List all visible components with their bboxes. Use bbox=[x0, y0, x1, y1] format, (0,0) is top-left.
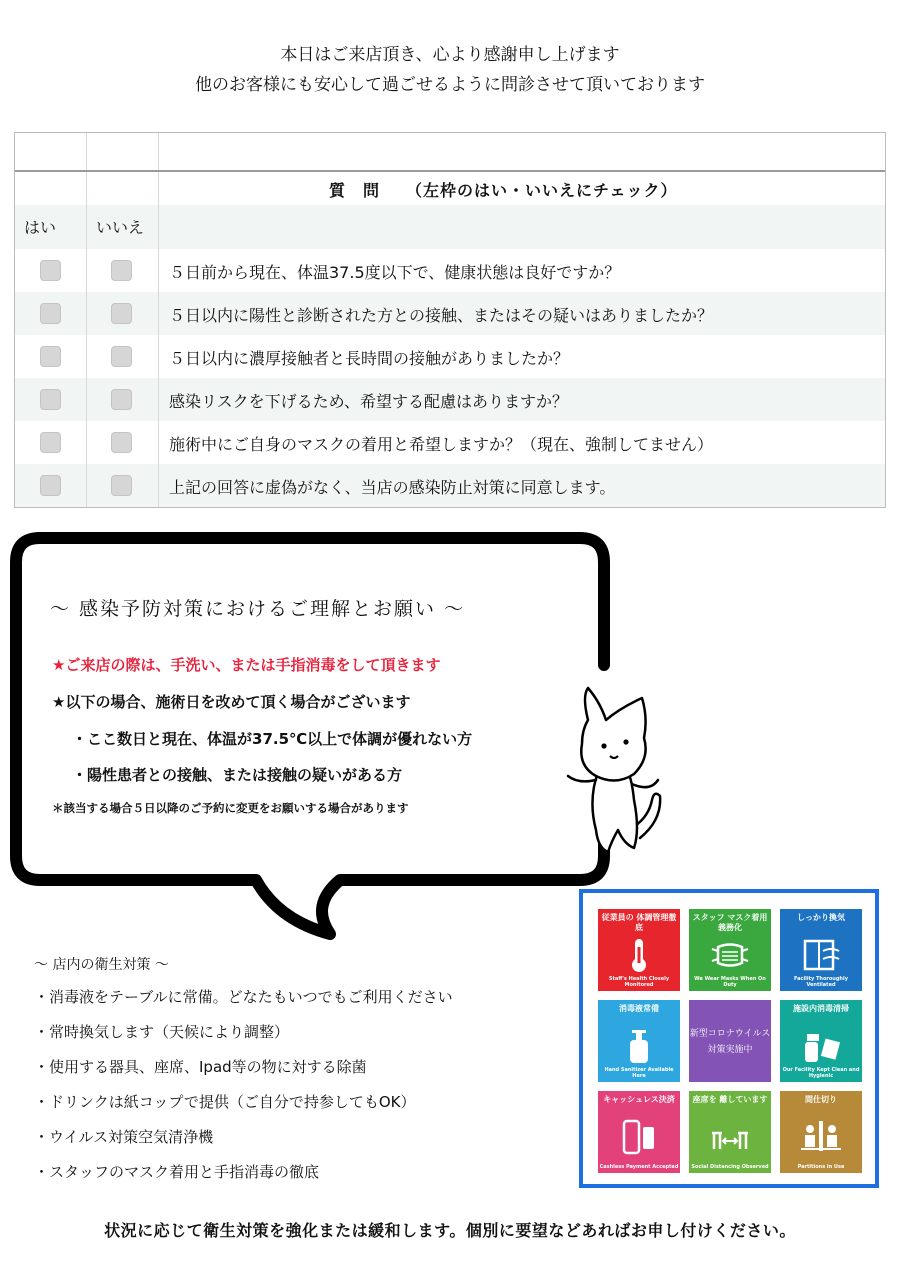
yes-checkbox[interactable] bbox=[40, 303, 61, 324]
tile-caption: Social Distancing Observed bbox=[691, 1164, 769, 1170]
tile-caption: We Wear Masks When On Duty bbox=[694, 976, 766, 988]
window-icon bbox=[801, 937, 841, 973]
yes-checkbox[interactable] bbox=[40, 260, 61, 281]
yes-checkbox[interactable] bbox=[40, 475, 61, 496]
notice-reschedule: ★以下の場合、施術日を改めて頂く場合がございます bbox=[52, 693, 411, 711]
tile-caption: Facility Thoroughly Ventilated bbox=[794, 976, 848, 988]
yes-checkbox[interactable] bbox=[40, 389, 61, 410]
tile-title: しっかり換気 bbox=[797, 913, 845, 922]
hygiene-list bbox=[34, 982, 453, 1192]
tile-cashless bbox=[598, 1091, 680, 1173]
tile-title: 消毒液常備 bbox=[619, 1004, 659, 1013]
list-item: ・使用する器具、座席、Ipad等の物に対する除菌 bbox=[34, 1058, 367, 1076]
sanitizer-icon bbox=[619, 1028, 659, 1064]
tile-title: スタッフ マスク着用義務化 bbox=[692, 913, 768, 932]
question-text: 上記の回答に虚偽がなく、当店の感染防止対策に同意します。 bbox=[169, 478, 616, 497]
tile-caption: Cashless Payment Accepted bbox=[599, 1164, 679, 1170]
covid-measures-poster bbox=[579, 889, 879, 1188]
no-column-label: いいえ bbox=[96, 218, 145, 237]
question-text: ５日以内に濃厚接触者と長時間の接触がありましたか？ bbox=[169, 349, 570, 368]
table-header-title bbox=[15, 172, 885, 205]
list-item: ・スタッフのマスク着用と手指消毒の徹底 bbox=[34, 1163, 320, 1181]
tile-distancing bbox=[689, 1091, 771, 1173]
no-checkbox[interactable] bbox=[111, 432, 132, 453]
card-icon bbox=[619, 1119, 659, 1155]
distance-icon bbox=[710, 1119, 750, 1155]
table-header-blank bbox=[15, 133, 885, 172]
list-item: ・ウイルス対策空気清浄機 bbox=[34, 1128, 214, 1146]
question-text: 施術中にご自身のマスクの着用と希望しますか？（現在、強制してません） bbox=[169, 435, 714, 454]
table-row bbox=[15, 249, 885, 292]
tile-title: 施設内消毒清掃 bbox=[793, 1004, 849, 1013]
footer-note: 状況に応じて衛生対策を強化または緩和します。個別に要望などあればお申し付けください。 bbox=[104, 1221, 796, 1240]
list-item: ・常時換気します（天候により調整） bbox=[34, 1023, 290, 1041]
questionnaire-table bbox=[14, 132, 886, 508]
tile-title: 従業員の 体調管理徹底 bbox=[601, 913, 677, 932]
table-row bbox=[15, 335, 885, 378]
spray-icon bbox=[801, 1028, 841, 1064]
intro bbox=[0, 40, 900, 100]
tile-masks bbox=[689, 909, 771, 991]
yes-column-label: はい bbox=[24, 218, 57, 237]
table-row bbox=[15, 464, 885, 507]
tile-caption: Partitions in Use bbox=[797, 1164, 845, 1170]
table-row bbox=[15, 421, 885, 464]
tile-sanitizer bbox=[598, 1000, 680, 1082]
tile-title: 新型コロナウイルス 対策実施中 bbox=[689, 1029, 771, 1055]
table-row bbox=[15, 292, 885, 335]
table-header-labels bbox=[15, 205, 885, 249]
tile-partitions bbox=[780, 1091, 862, 1173]
question-text: 感染リスクを下げるため、希望する配慮はありますか？ bbox=[169, 392, 569, 411]
notice-footnote: ＊該当する場合５日以降のご予約に変更をお願いする場合があります bbox=[52, 801, 409, 815]
tile-title: キャッシュレス決済 bbox=[603, 1095, 675, 1104]
tile-title: 座席を 離しています bbox=[692, 1095, 768, 1104]
list-item: ・ドリンクは紙コップで提供（ご自分で持参してもOK） bbox=[34, 1093, 416, 1111]
question-text: ５日前から現在、体温37.5度以下で、健康状態は良好ですか？ bbox=[169, 263, 621, 282]
no-checkbox[interactable] bbox=[111, 260, 132, 281]
intro-line-1: 本日はご来店頂き、心より感謝申し上げます bbox=[280, 45, 620, 65]
mask-icon bbox=[710, 937, 750, 973]
notice-title: ～ 感染予防対策におけるご理解とお願い ～ bbox=[50, 598, 466, 620]
table-row bbox=[15, 378, 885, 421]
yes-checkbox[interactable] bbox=[40, 432, 61, 453]
tile-title: 間仕切り bbox=[805, 1095, 837, 1104]
questionnaire-title: 質 問 （左枠のはい・いいえにチェック） bbox=[329, 181, 678, 200]
tile-caption: Hand Sanitizer Available Here bbox=[604, 1067, 674, 1079]
cat-illustration-icon bbox=[548, 680, 678, 860]
notice-condition-1: ・ここ数日と現在、体温が37.5℃以上で体調が優れない方 bbox=[72, 730, 473, 748]
question-text: ５日以内に陽性と診断された方との接触、またはその疑いはありましたか？ bbox=[169, 306, 714, 325]
no-checkbox[interactable] bbox=[111, 303, 132, 324]
no-checkbox[interactable] bbox=[111, 346, 132, 367]
intro-line-2: 他のお客様にも安心して過ごせるように問診させて頂いております bbox=[195, 75, 705, 95]
list-item: ・消毒液をテーブルに常備。どなたもいつでもご利用ください bbox=[34, 988, 453, 1006]
notice-hand-sanitize: ★ご来店の際は、手洗い、または手指消毒をして頂きます bbox=[52, 656, 441, 674]
partition-icon bbox=[801, 1119, 841, 1155]
tile-health-monitored bbox=[598, 909, 680, 991]
notice-condition-2: ・陽性患者との接触、または接触の疑いがある方 bbox=[72, 766, 403, 784]
thermometer-icon bbox=[619, 937, 659, 973]
tile-caption: Staff's Health Closely Monitored bbox=[608, 976, 670, 988]
tile-disinfection bbox=[780, 1000, 862, 1082]
tile-ventilation bbox=[780, 909, 862, 991]
tile-caption: Our Facility Kept Clean and Hygienic bbox=[782, 1067, 860, 1079]
hygiene-title: ～ 店内の衛生対策 ～ bbox=[34, 957, 169, 973]
yes-checkbox[interactable] bbox=[40, 346, 61, 367]
no-checkbox[interactable] bbox=[111, 389, 132, 410]
no-checkbox[interactable] bbox=[111, 475, 132, 496]
tile-covid-measures bbox=[689, 1000, 771, 1082]
